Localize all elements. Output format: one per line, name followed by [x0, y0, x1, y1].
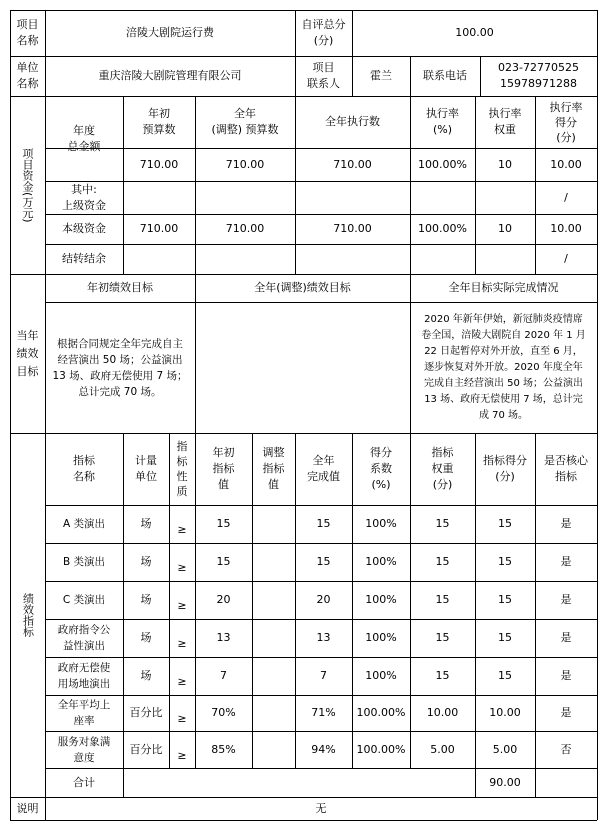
indicator-core-cell: 否 — [560, 742, 572, 756]
indicator-name-cell: 全年平均上 座率 — [57, 699, 111, 727]
funds-row-local-score: 10.00 — [550, 222, 582, 235]
funds-row-total-score: 10.00 — [550, 157, 582, 171]
indicator-initial-cell: 15 — [216, 555, 231, 568]
indicator-score-cell: 5.00 — [492, 742, 518, 756]
funds-row-local-adjusted: 710.00 — [225, 222, 265, 235]
indicator-score-cell: 15 — [498, 669, 512, 682]
funds-row-local-weight: 10 — [498, 222, 512, 235]
funds-col-adjusted-budget: 全年 (调整) 预算数 — [211, 107, 279, 136]
ind-col-unit: 计量 单位 — [135, 454, 157, 483]
indicator-weight-cell: 10.00 — [426, 706, 459, 719]
funds-col-exec-score: 执行率 得分 (分) — [549, 100, 583, 144]
ind-col-name: 指标 名称 — [73, 454, 95, 483]
indicator-core-cell: 是 — [560, 631, 572, 644]
indicator-nature-cell: ≥ — [177, 523, 187, 536]
indicator-coef-cell: 100% — [365, 517, 397, 530]
indicator-initial-cell: 15 — [216, 517, 231, 530]
indicator-completed-cell: 20 — [316, 593, 331, 606]
goals-section-label: 当年 绩效 目标 — [16, 328, 39, 378]
indicator-coef-cell: 100% — [365, 593, 397, 606]
funds-section-label — [10, 96, 45, 274]
indicator-score-cell: 10.00 — [489, 706, 521, 719]
indicator-score-cell: 15 — [498, 593, 512, 606]
indicator-name-cell: 服务对象满 意度 — [57, 735, 111, 764]
indicator-adjusted-cell — [252, 619, 295, 657]
indicator-coef-cell: 100% — [365, 669, 397, 682]
indicator-adjusted-cell — [252, 581, 295, 619]
indicator-name-cell: 政府无偿使 用场地演出 — [57, 662, 111, 690]
indicator-completed-cell: 94% — [311, 742, 336, 756]
self-score-value: 100.00 — [455, 26, 494, 39]
indicator-unit-cell: 百分比 — [129, 706, 163, 719]
indicator-initial-cell: 7 — [220, 669, 227, 682]
funds-row-carryover-score: / — [564, 252, 568, 265]
ind-col-adjusted: 调整 指标 值 — [262, 446, 285, 491]
indicator-coef-cell: 100.00% — [356, 742, 406, 756]
funds-row-total-initial: 710.00 — [139, 157, 179, 171]
indicator-completed-cell: 13 — [316, 631, 331, 644]
indicator-completed-cell: 15 — [316, 517, 331, 530]
funds-section-label-text: 项目资金(万元) — [21, 147, 34, 223]
ind-total-score: 90.00 — [489, 775, 521, 789]
indicator-coef-cell: 100.00% — [356, 706, 406, 719]
indicator-unit-cell: 场 — [140, 593, 152, 606]
notes-label: 说明 — [16, 801, 39, 815]
indicator-weight-cell: 15 — [435, 631, 450, 644]
funds-col-exec-rate: 执行率 (%) — [426, 107, 459, 136]
phone-numbers: 023-72770525 15978971288 — [498, 61, 579, 90]
ind-col-completed: 全年 完成值 — [307, 454, 340, 483]
indicators-section-label — [10, 433, 45, 797]
indicator-adjusted-cell — [252, 731, 295, 768]
indicator-weight-cell: 15 — [435, 517, 450, 530]
indicator-score-cell: 15 — [498, 555, 512, 568]
indicator-completed-cell: 15 — [316, 555, 331, 568]
indicators-section-label-text: 绩效指标 — [21, 593, 35, 637]
indicator-adjusted-cell — [252, 657, 295, 695]
funds-col-year-total: 年度 总金额 — [67, 123, 101, 153]
funds-row-total-executed: 710.00 — [333, 157, 372, 171]
indicator-weight-cell: 15 — [435, 593, 450, 606]
self-score-label: 自评总分 (分) — [301, 18, 346, 47]
ind-col-initial: 年初 指标 值 — [212, 446, 235, 491]
indicator-adjusted-cell — [252, 695, 295, 731]
indicator-core-cell: 是 — [560, 669, 572, 682]
funds-row-local-initial: 710.00 — [139, 222, 179, 235]
ind-col-score: 指标得分 (分) — [483, 454, 527, 483]
indicator-nature-cell: ≥ — [177, 748, 187, 762]
indicator-unit-cell: 百分比 — [129, 742, 163, 756]
notes-value: 无 — [315, 801, 327, 815]
indicator-nature-cell: ≥ — [177, 675, 187, 688]
ind-col-nature: 指 标 性 质 — [176, 440, 188, 498]
phone-label: 联系电话 — [423, 69, 467, 82]
indicator-adjusted-cell — [252, 505, 295, 543]
goals-col-initial: 年初绩效目标 — [87, 281, 153, 294]
unit-name-value: 重庆涪陵大剧院管理有限公司 — [98, 69, 242, 82]
indicator-unit-cell: 场 — [140, 517, 152, 530]
indicator-score-cell: 15 — [498, 631, 512, 644]
indicator-core-cell: 是 — [560, 555, 572, 568]
indicator-weight-cell: 15 — [435, 555, 450, 568]
indicator-nature-cell: ≥ — [177, 712, 187, 725]
goals-col-adjusted: 全年(调整)绩效目标 — [254, 281, 351, 294]
indicator-name-cell: 政府指令公 益性演出 — [57, 624, 111, 652]
funds-row-total-adjusted: 710.00 — [225, 157, 265, 171]
indicator-initial-cell: 20 — [216, 593, 231, 606]
funds-row-local-label: 本级资金 — [62, 222, 106, 235]
indicator-completed-cell: 71% — [311, 706, 336, 719]
ind-total-label: 合计 — [73, 775, 95, 789]
indicator-core-cell: 是 — [560, 593, 572, 606]
contact-label: 项目 联系人 — [307, 61, 340, 90]
funds-col-exec-weight: 执行率 权重 — [488, 107, 522, 136]
ind-col-core: 是否核心 指标 — [544, 454, 588, 483]
indicator-nature-cell: ≥ — [177, 599, 187, 612]
indicator-weight-cell: 5.00 — [430, 742, 455, 756]
funds-row-superior-label: 其中: 上级资金 — [62, 182, 106, 212]
indicator-nature-cell: ≥ — [177, 561, 187, 574]
unit-name-label: 单位 名称 — [16, 61, 39, 90]
goals-col-actual: 全年目标实际完成情况 — [448, 281, 559, 294]
indicator-coef-cell: 100% — [365, 631, 397, 644]
indicator-adjusted-cell — [252, 543, 295, 581]
funds-row-local-rate: 100.00% — [418, 222, 467, 235]
project-name-value: 涪陵大剧院运行费 — [126, 26, 214, 39]
indicator-weight-cell: 15 — [435, 669, 450, 682]
contact-name: 霍兰 — [370, 69, 392, 82]
indicator-initial-cell: 70% — [211, 706, 236, 719]
indicator-unit-cell: 场 — [140, 631, 152, 644]
indicator-initial-cell: 85% — [211, 742, 236, 756]
indicator-name-cell: A 类演出 — [62, 518, 106, 530]
indicator-core-cell: 是 — [560, 517, 572, 530]
indicator-nature-cell: ≥ — [177, 637, 187, 650]
funds-row-superior-score: / — [564, 190, 568, 204]
funds-row-total-rate: 100.00% — [418, 157, 467, 171]
goals-actual-text: 2020 年新年伊始，新冠肺炎疫情席 卷全国，涪陵大剧院自 2020 年 1 月 22 日起暂停对外开放，直至 6 月， 逐步恢复对外开放。2020 年度全年 完成自主经营演出 50 场；公益演出 13 场、政府无偿使用 7 场，总计完 成 70 场。 — [421, 313, 586, 421]
ind-col-coef: 得分 系数 (%) — [370, 446, 392, 491]
funds-row-total-weight: 10 — [498, 157, 512, 171]
indicator-initial-cell: 13 — [216, 631, 231, 644]
indicator-score-cell: 15 — [498, 517, 512, 530]
indicator-core-cell: 是 — [560, 706, 572, 719]
ind-col-weight: 指标 权重 (分) — [431, 446, 454, 491]
funds-row-local-executed: 710.00 — [333, 222, 372, 235]
indicator-unit-cell: 场 — [140, 669, 152, 682]
funds-col-initial-budget: 年初 预算数 — [142, 107, 176, 136]
indicator-unit-cell: 场 — [140, 555, 152, 568]
indicator-name-cell: B 类演出 — [62, 556, 106, 568]
goals-initial-text: 根据合同规定全年完成自主 经营演出 50 场；公益演出 13 场、政府无偿使用 7 场； 总计完成 70 场。 — [52, 337, 188, 398]
funds-col-executed: 全年执行数 — [325, 115, 380, 128]
indicator-name-cell: C 类演出 — [62, 594, 106, 606]
goals-adjusted-text — [195, 302, 410, 433]
indicator-completed-cell: 7 — [320, 669, 327, 682]
project-name-label: 项目 名称 — [16, 18, 39, 47]
funds-row-carryover-label: 结转结余 — [62, 252, 106, 265]
indicator-coef-cell: 100% — [365, 555, 397, 568]
